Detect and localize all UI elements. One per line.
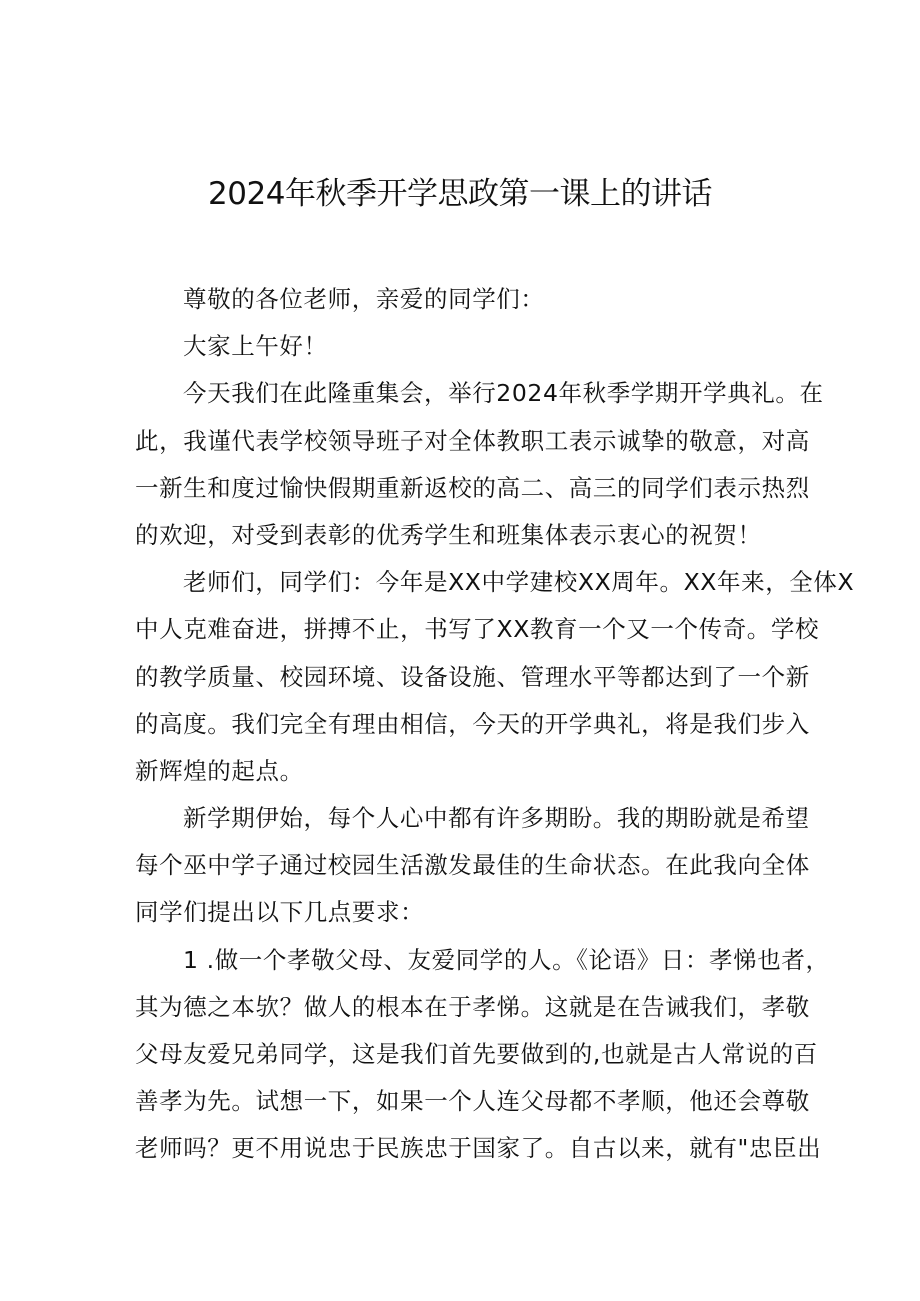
text-line: 的欢迎，对受到表彰的优秀学生和班集体表示衷心的祝贺！ xyxy=(135,520,762,549)
text-line: 老师们，同学们：今年是XX中学建校XX周年。XX年来，全体X xyxy=(183,568,855,597)
text-line: 其为德之本欤？做人的根本在于孝悌。这就是在告诫我们，孝敬 xyxy=(135,992,810,1021)
text-line: 的高度。我们完全有理由相信，今天的开学典礼，将是我们步入 xyxy=(135,709,810,738)
text-line: 每个巫中学子通过校园生活激发最佳的生命状态。在此我向全体 xyxy=(135,851,810,880)
text-line: 父母友爱兄弟同学，这是我们首先要做到的,也就是古人常说的百 xyxy=(135,1040,818,1068)
text-line: 新学期伊始，每个人心中都有许多期盼。我的期盼就是希望 xyxy=(183,804,810,833)
text-line: 善孝为先。试想一下，如果一个人连父母都不孝顺，他还会尊敬 xyxy=(135,1087,810,1116)
text-line: 一新生和度过愉快假期重新返校的高二、高三的同学们表示热烈 xyxy=(135,473,810,502)
text-line: 老师吗？更不用说忠于民族忠于国家了。自古以来，就有"忠臣出 xyxy=(135,1134,822,1163)
text-line: 尊敬的各位老师，亲爱的同学们： xyxy=(183,285,545,313)
document-body xyxy=(135,276,855,1173)
text-line: 1 .做一个孝敬父母、友爱同学的人。《论语》日：孝悌也者， xyxy=(183,945,830,974)
document-title: 2024年秋季开学思政第一课上的讲话 xyxy=(208,176,712,212)
text-line: 新辉煌的起点。 xyxy=(135,756,304,785)
text-line: 同学们提出以下几点要求： xyxy=(135,898,425,927)
text-line: 今天我们在此隆重集会，举行2024年秋季学期开学典礼。在 xyxy=(183,379,824,408)
text-line: 中人克难奋进，拼搏不止，书写了XX教育一个又一个传奇。学校 xyxy=(135,615,820,644)
text-line: 的教学质量、校园环境、设备设施、管理水平等都达到了一个新 xyxy=(135,662,810,691)
text-line: 此，我谨代表学校领导班子对全体教职工表示诚挚的敬意，对高 xyxy=(135,426,810,455)
text-line: 大家上午好！ xyxy=(183,332,328,361)
